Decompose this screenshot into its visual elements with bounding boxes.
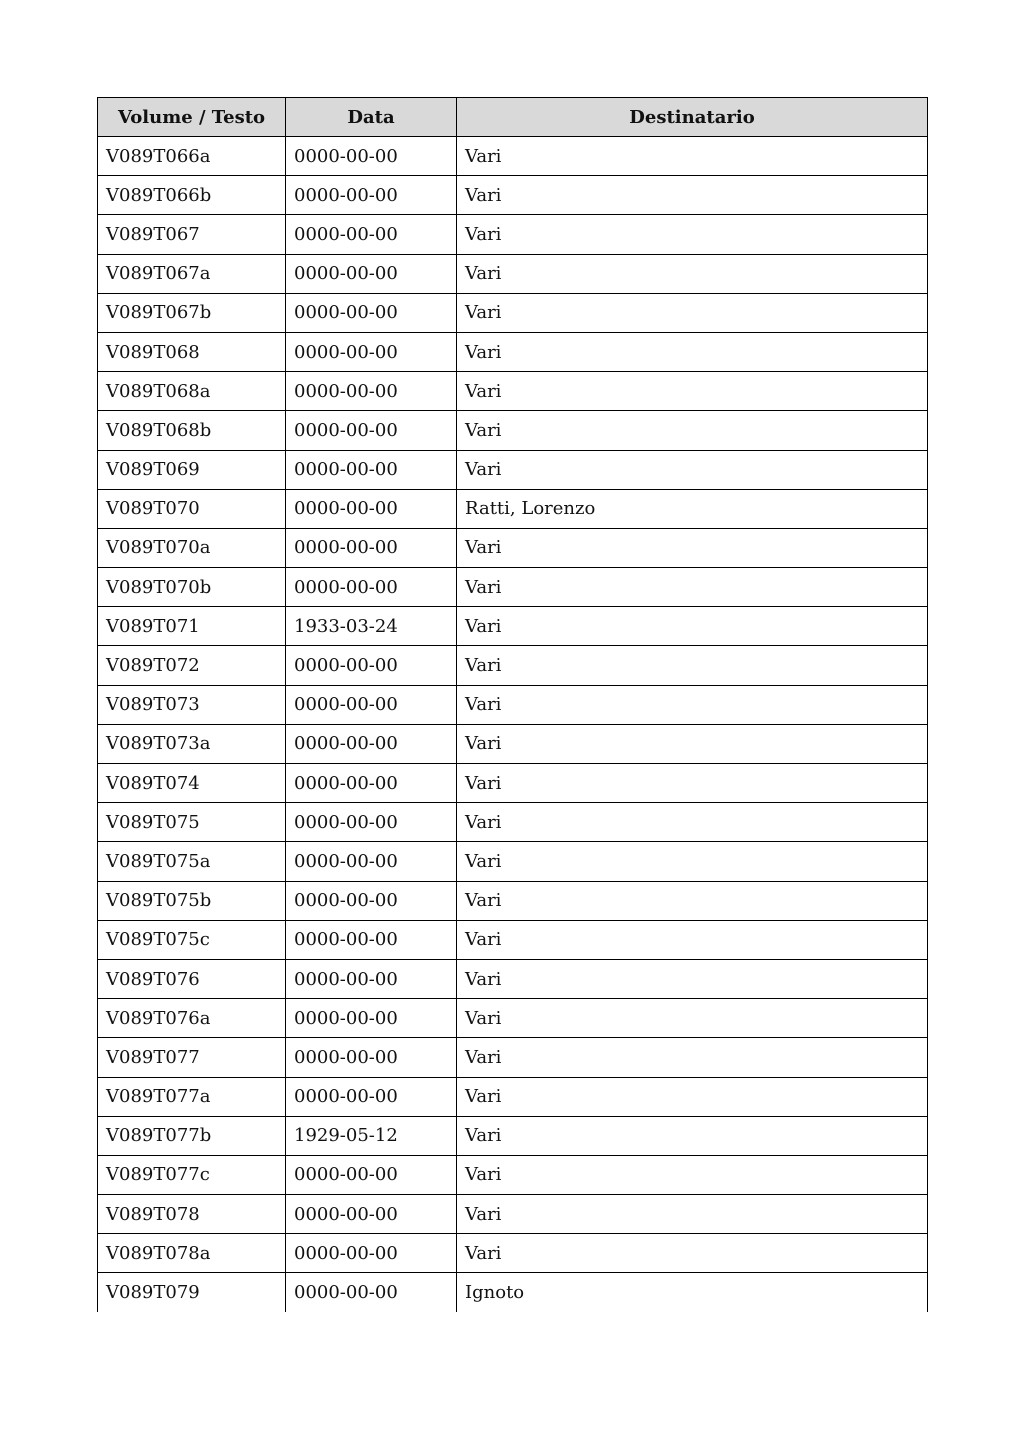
cell-volume-testo: V089T070 [98, 489, 286, 528]
table-row [98, 1116, 928, 1155]
cell-data: 0000-00-00 [286, 1038, 457, 1077]
cell-data: 0000-00-00 [286, 1155, 457, 1194]
cell-data: 0000-00-00 [286, 176, 457, 215]
cell-volume-testo: V089T066b [98, 176, 286, 215]
cell-volume-testo: V089T074 [98, 764, 286, 803]
cell-destinatario: Vari [457, 568, 928, 607]
table-row [98, 724, 928, 763]
cell-volume-testo: V089T075a [98, 842, 286, 881]
cell-destinatario: Vari [457, 215, 928, 254]
table-row [98, 215, 928, 254]
cell-volume-testo: V089T073a [98, 724, 286, 763]
cell-destinatario: Vari [457, 1234, 928, 1273]
table-row [98, 528, 928, 567]
cell-data: 0000-00-00 [286, 1234, 457, 1273]
cell-destinatario: Vari [457, 137, 928, 176]
cell-volume-testo: V089T077a [98, 1077, 286, 1116]
table-row [98, 959, 928, 998]
cell-destinatario: Vari [457, 332, 928, 371]
cell-volume-testo: V089T072 [98, 646, 286, 685]
table-row [98, 450, 928, 489]
cell-volume-testo: V089T075b [98, 881, 286, 920]
document-page [97, 97, 927, 1312]
cell-destinatario: Ratti, Lorenzo [457, 489, 928, 528]
cell-destinatario: Vari [457, 1116, 928, 1155]
cell-destinatario: Vari [457, 607, 928, 646]
cell-volume-testo: V089T077 [98, 1038, 286, 1077]
header-volume-testo: Volume / Testo [98, 98, 286, 137]
table-row [98, 176, 928, 215]
cell-data: 0000-00-00 [286, 137, 457, 176]
cell-data: 0000-00-00 [286, 254, 457, 293]
cell-data: 0000-00-00 [286, 803, 457, 842]
cell-destinatario: Vari [457, 1155, 928, 1194]
cell-destinatario: Vari [457, 254, 928, 293]
cell-data: 0000-00-00 [286, 920, 457, 959]
table-row [98, 607, 928, 646]
cell-volume-testo: V089T078 [98, 1195, 286, 1234]
cell-data: 0000-00-00 [286, 1273, 457, 1312]
cell-data: 0000-00-00 [286, 450, 457, 489]
cell-destinatario: Vari [457, 842, 928, 881]
cell-data: 0000-00-00 [286, 842, 457, 881]
cell-destinatario: Vari [457, 685, 928, 724]
cell-data: 0000-00-00 [286, 999, 457, 1038]
cell-data: 0000-00-00 [286, 1077, 457, 1116]
cell-volume-testo: V089T067 [98, 215, 286, 254]
header-destinatario: Destinatario [457, 98, 928, 137]
cell-volume-testo: V089T077b [98, 1116, 286, 1155]
cell-data: 0000-00-00 [286, 215, 457, 254]
table-row [98, 1038, 928, 1077]
table-row [98, 1077, 928, 1116]
table-row [98, 372, 928, 411]
cell-data: 0000-00-00 [286, 372, 457, 411]
cell-destinatario: Vari [457, 1038, 928, 1077]
cell-volume-testo: V089T066a [98, 137, 286, 176]
cell-data: 0000-00-00 [286, 959, 457, 998]
table-row [98, 1155, 928, 1194]
cell-destinatario: Vari [457, 803, 928, 842]
cell-volume-testo: V089T079 [98, 1273, 286, 1312]
cell-destinatario: Vari [457, 1195, 928, 1234]
cell-destinatario: Vari [457, 1077, 928, 1116]
header-data: Data [286, 98, 457, 137]
cell-destinatario: Vari [457, 881, 928, 920]
cell-volume-testo: V089T070a [98, 528, 286, 567]
cell-volume-testo: V089T068a [98, 372, 286, 411]
table-row [98, 137, 928, 176]
cell-data: 0000-00-00 [286, 685, 457, 724]
table-row [98, 881, 928, 920]
table-row [98, 293, 928, 332]
cell-data: 0000-00-00 [286, 724, 457, 763]
cell-data: 1933-03-24 [286, 607, 457, 646]
cell-volume-testo: V089T068b [98, 411, 286, 450]
cell-volume-testo: V089T069 [98, 450, 286, 489]
table-header [98, 98, 928, 137]
table-row [98, 332, 928, 371]
cell-destinatario: Vari [457, 764, 928, 803]
table-row [98, 489, 928, 528]
cell-data: 0000-00-00 [286, 411, 457, 450]
table-row [98, 842, 928, 881]
cell-data: 0000-00-00 [286, 881, 457, 920]
cell-data: 0000-00-00 [286, 1195, 457, 1234]
cell-data: 1929-05-12 [286, 1116, 457, 1155]
cell-volume-testo: V089T078a [98, 1234, 286, 1273]
table-row [98, 685, 928, 724]
table-row [98, 411, 928, 450]
cell-destinatario: Vari [457, 293, 928, 332]
header-row [98, 98, 928, 137]
cell-data: 0000-00-00 [286, 528, 457, 567]
cell-destinatario: Vari [457, 411, 928, 450]
cell-volume-testo: V089T076 [98, 959, 286, 998]
table-row [98, 764, 928, 803]
table-row [98, 646, 928, 685]
cell-destinatario: Vari [457, 920, 928, 959]
table-row [98, 920, 928, 959]
cell-destinatario: Vari [457, 528, 928, 567]
cell-data: 0000-00-00 [286, 293, 457, 332]
cell-volume-testo: V089T077c [98, 1155, 286, 1194]
cell-volume-testo: V089T071 [98, 607, 286, 646]
table-row [98, 1273, 928, 1312]
cell-data: 0000-00-00 [286, 332, 457, 371]
records-table [97, 97, 928, 1312]
cell-destinatario: Vari [457, 646, 928, 685]
table-row [98, 1195, 928, 1234]
cell-volume-testo: V089T075 [98, 803, 286, 842]
cell-volume-testo: V089T068 [98, 332, 286, 371]
cell-volume-testo: V089T075c [98, 920, 286, 959]
table-row [98, 568, 928, 607]
table-row [98, 803, 928, 842]
cell-destinatario: Vari [457, 999, 928, 1038]
cell-volume-testo: V089T073 [98, 685, 286, 724]
cell-data: 0000-00-00 [286, 489, 457, 528]
cell-volume-testo: V089T067a [98, 254, 286, 293]
cell-volume-testo: V089T067b [98, 293, 286, 332]
cell-data: 0000-00-00 [286, 646, 457, 685]
cell-volume-testo: V089T070b [98, 568, 286, 607]
cell-destinatario: Vari [457, 450, 928, 489]
table-row [98, 254, 928, 293]
cell-destinatario: Vari [457, 959, 928, 998]
cell-destinatario: Ignoto [457, 1273, 928, 1312]
table-body [98, 137, 928, 1313]
cell-data: 0000-00-00 [286, 568, 457, 607]
cell-destinatario: Vari [457, 724, 928, 763]
cell-destinatario: Vari [457, 372, 928, 411]
cell-volume-testo: V089T076a [98, 999, 286, 1038]
table-row [98, 999, 928, 1038]
table-row [98, 1234, 928, 1273]
cell-destinatario: Vari [457, 176, 928, 215]
cell-data: 0000-00-00 [286, 764, 457, 803]
